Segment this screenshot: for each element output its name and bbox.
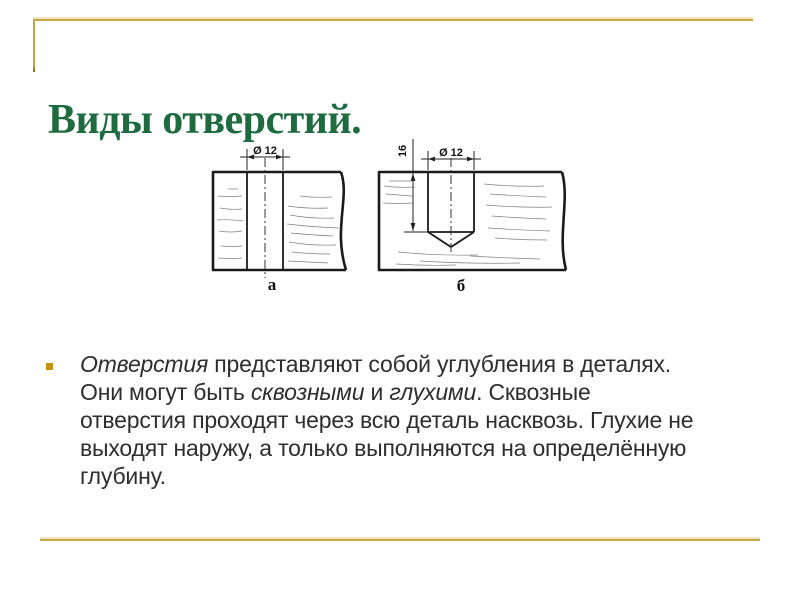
- body-text-line: [80, 434, 686, 462]
- figure-a-label: а: [267, 275, 277, 294]
- bottom-gold-rule: [40, 539, 760, 541]
- figure-a-diameter-dimension: Ø 12: [253, 145, 277, 157]
- corner-gold-rule: [33, 19, 35, 72]
- body-text-line: [80, 406, 693, 434]
- body-text-segment: глубину.: [80, 463, 166, 489]
- body-text-line: [80, 462, 166, 490]
- body-text-segment: сквозными: [250, 379, 365, 405]
- figure-b-diameter-dimension: Ø 12: [439, 147, 463, 159]
- figure-b-label: б: [456, 276, 466, 295]
- body-text-segment: отверстия проходят через всю деталь насквозь. Глухие не: [80, 407, 694, 433]
- body-text-line: [80, 378, 591, 406]
- top-gold-rule: [33, 19, 753, 21]
- body-text-segment: представляют собой углубления в деталях.: [208, 351, 671, 377]
- body-text-segment: и: [364, 379, 390, 405]
- body-text-segment: глухими: [389, 379, 477, 405]
- body-text-segment: Они могут быть: [80, 379, 251, 405]
- technical-drawing: [195, 130, 590, 300]
- figure-a-through-hole: [213, 145, 346, 294]
- slide-title: Виды отверстий.: [48, 97, 362, 144]
- body-text-segment: выходят наружу, а только выполняются на определённую: [80, 435, 687, 461]
- figure-b-depth-dimension: 16: [397, 144, 409, 158]
- holes-diagram: [195, 130, 590, 300]
- bullet-square-icon: [46, 363, 53, 370]
- body-text-segment: Отверстия: [80, 351, 209, 377]
- body-text-segment: . Сквозные: [476, 379, 591, 405]
- figure-b-blind-hole: [379, 139, 566, 295]
- body-text-line: [80, 350, 671, 378]
